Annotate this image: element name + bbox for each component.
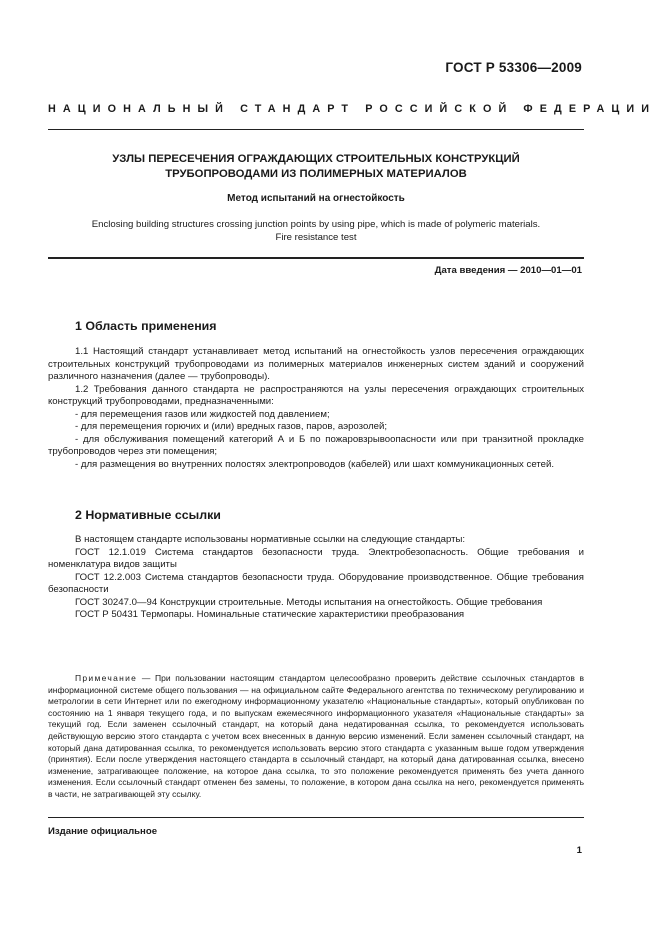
section-2-body <box>48 534 584 622</box>
standard-number: ГОСТ Р 53306—2009 <box>445 60 582 75</box>
section-1-body <box>48 346 584 471</box>
footer-divider <box>48 817 584 818</box>
reference-item: ГОСТ 12.2.003 Система стандартов безопасности труда. Оборудование производственное. Общие требования безопасности <box>48 571 584 595</box>
reference-item: ГОСТ Р 50431 Термопары. Номинальные статические характеристики преобразования <box>75 609 465 620</box>
english-title <box>48 218 584 244</box>
page-number: 1 <box>576 845 582 856</box>
list-item: - для размещения во внутренних полостях электропроводов (кабелей) или шахт коммуникационных сетей. <box>75 458 554 470</box>
header-divider <box>48 129 584 130</box>
list-item: - для перемещения газов или жидкостей под давлением; <box>75 408 330 420</box>
reference-item: ГОСТ 12.1.019 Система стандартов безопасности труда. Электробезопасность. Общие требования и номенклатура видов защиты <box>48 546 584 570</box>
english-title-line-1: Enclosing building structures crossing junction points by using pipe, which is made of polymeric materials. <box>91 219 541 230</box>
list-item: - для обслуживания помещений категорий А и Б по пожаровзрывоопасности или при транзитной прокладке трубопроводов через эти помещения; <box>48 433 584 457</box>
list-item: - для перемещения горючих и (или) вредных газов, паров, аэрозолей; <box>75 421 388 432</box>
section-1-heading: 1 Область применения <box>75 319 217 333</box>
introduction-date: Дата введения — 2010—01—01 <box>434 265 582 276</box>
note-text: — При пользовании настоящим стандартом целесообразно проверить действие ссылочных стандартов в информационной системе общего пользования — на официальном сайте Федерального агентства по техническому регулированию и метрологии в сети Интернет или по ежегодному информационному указателю «Национальные стандарты», который опубликован по состоянию на 1 января текущего года, и по выпускам ежемесячного информационного указателя «Национальные стандарты» за текущий год. Если заменен ссылочный стандарт, на который дана недатированная ссылка, то рекомендуется использовать действующую версию этого стандарта с учетом всех внесенных в данную версию изменений. Если заменен ссылочный стандарт, на который дана датированная ссылка, то рекомендуется использовать версию этого стандарта с указанным выше годом утверждения (принятия). Если после утверждения настоящего стандарта в ссылочный стандарт, на который дана датированная ссылка, внесено изменение, затрагивающее положение, на которое дана ссылка, то это положение рекомендуется применять без учета данного изменения. Если ссылочный стандарт отменен без замены, то положение, в котором дана ссылка на него, рекомендуется применять в части, не затрагивающей эту ссылку. <box>48 673 584 799</box>
english-title-line-2: Fire resistance test <box>275 232 357 243</box>
reference-item: ГОСТ 30247.0—94 Конструкции строительные. Методы испытания на огнестойкость. Общие требования <box>75 596 543 608</box>
title-line-2: ТРУБОПРОВОДАМИ ИЗ ПОЛИМЕРНЫХ МАТЕРИАЛОВ <box>165 167 467 180</box>
note-paragraph <box>48 673 584 801</box>
document-subtitle: Метод испытаний на огнестойкость <box>227 193 405 204</box>
section-2-heading: 2 Нормативные ссылки <box>75 508 221 522</box>
note-label: Примечание <box>75 673 138 683</box>
note-block <box>48 673 584 801</box>
document-title <box>48 152 584 181</box>
official-edition-label: Издание официальное <box>48 826 158 837</box>
references-intro: В настоящем стандарте использованы нормативные ссылки на следующие стандарты: <box>75 534 466 545</box>
paragraph-1-1: 1.1 Настоящий стандарт устанавливает метод испытаний на огнестойкость узлов пересечения ограждающих строительных конструкций трубопроводами из полимерных материалов инженерных систем зданий и сооружений различного назначения (далее — трубопроводы). <box>48 346 584 382</box>
title-divider <box>48 257 584 259</box>
title-line-1: УЗЛЫ ПЕРЕСЕЧЕНИЯ ОГРАЖДАЮЩИХ СТРОИТЕЛЬНЫХ КОНСТРУКЦИЙ <box>112 153 520 165</box>
paragraph-1-2: 1.2 Требования данного стандарта не распространяются на узлы пересечения ограждающих строительных конструкций трубопроводами, предназначенными: <box>48 383 584 407</box>
national-standard-banner: НАЦИОНАЛЬНЫЙ СТАНДАРТ РОССИЙСКОЙ ФЕДЕРАЦИИ <box>48 103 657 115</box>
